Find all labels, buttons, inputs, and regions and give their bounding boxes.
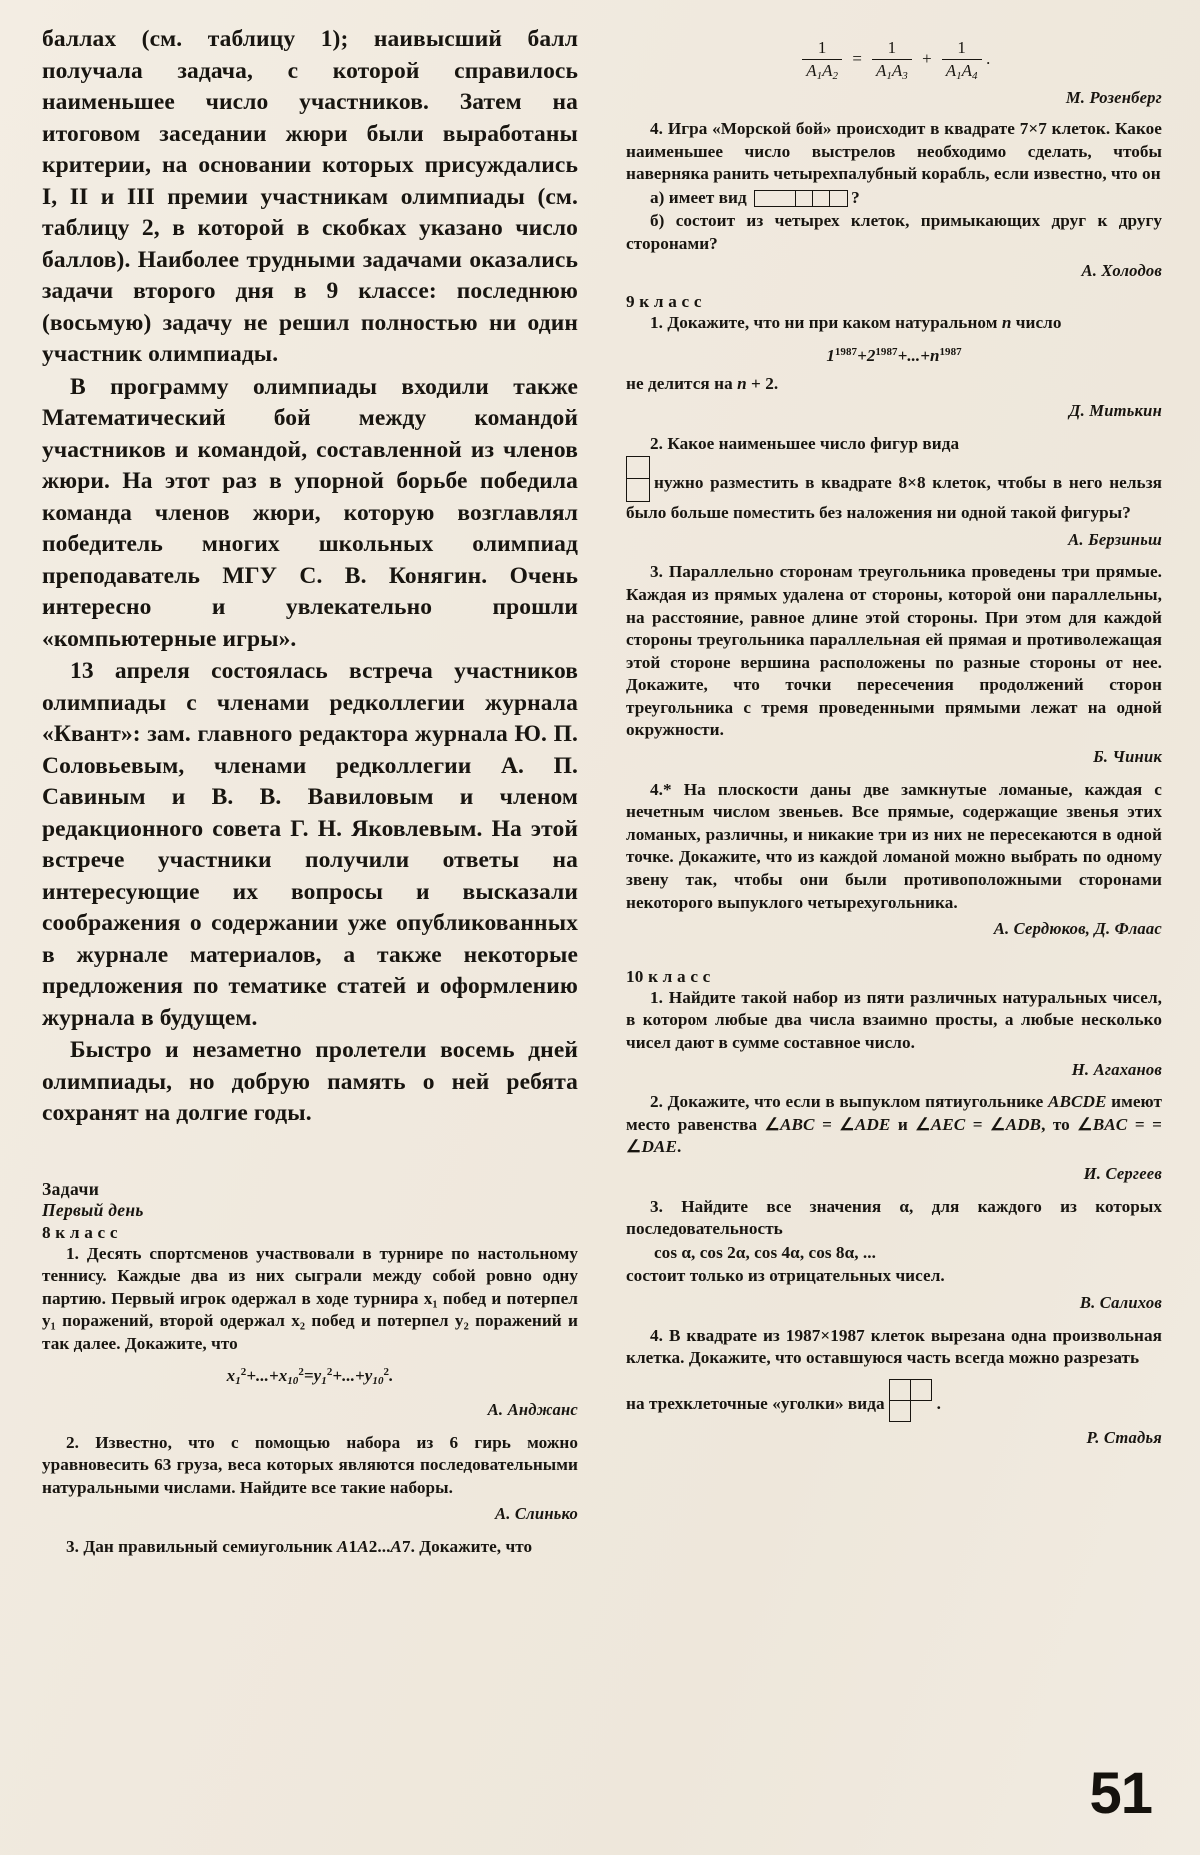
problem-1-author: А. Анджанс — [487, 1400, 578, 1420]
lead-paragraph-3: 13 апреля состоялась встреча участников олимпиады с членами редколлегии журнала «Квант»: зам. главного редактора журнала Ю. П. Соловьевым, членами редколлегии А. П. Савиным и В. В. Вавиловым и членом редакционного совета Г. Н. Яковлевым. На этой встрече участники получили ответы на интересующие их вопросы и высказали соображения о содержании уже опубликованных в журнале материалов, а также некоторые предложения по тематике статей и оформлению журнала в будущем. — [42, 658, 578, 1031]
g10-problem-2-text — [626, 1091, 1162, 1159]
lead-paragraph-2: В программу олимпиады входили также Математический бой между командой участников и командой, составленной из членов жюри. На этот раз в упорной борьбе победила команда членов жюри, которую возглавлял победитель многих школьных олимпиад преподаватель МГУ С. В. Конягин. Очень интересно и увлекательно прошли «компьютерные игры». — [42, 373, 578, 652]
g10-problem-3-author: В. Салихов — [1079, 1292, 1162, 1312]
g9-problem-2-text — [626, 433, 1162, 456]
g9-problem-3-number: 3. — [650, 562, 663, 582]
g10-problem-4-after-text: на трехклеточные «уголки» вида — [626, 1393, 885, 1413]
lead-paragraph-4: Быстро и незаметно пролетели восемь дней олимпиады, но добрую память о ней ребята сохранят на долгие годы. — [42, 1037, 578, 1126]
section-title: Задачи — [42, 1178, 100, 1199]
problem-4-part-a — [626, 187, 1162, 210]
g10-problem-1-body: Найдите такой набор из пяти различных натуральных чисел, в котором любые два числа взаимно просты, а любые несколько чисел дают в сумме составное число. — [626, 987, 1162, 1052]
g10-problem-2-body: Докажите, что если в выпуклом пятиугольнике ABCDE имеют место равенства ∠ABC = ∠ADE и ∠AEC = ∠ADB, то ∠BAC = = ∠DAE. — [626, 1092, 1162, 1157]
section-subtitle: Первый день — [42, 1199, 144, 1220]
g10-problem-3-after: состоит только из отрицательных чисел. — [626, 1266, 945, 1286]
top-formula: $\frac{1}{A_1A_2}$ = $\frac{1}{A_1A_3}$ + $\frac{1}{A_1A_4}$ . — [626, 38, 1162, 82]
g10-problem-4-number: 4. — [650, 1325, 663, 1345]
problem-1-text — [42, 1243, 578, 1356]
problem-1-number: 1. — [66, 1243, 79, 1263]
problem-4-number: 4. — [650, 119, 663, 138]
g9-problem-3-body: Параллельно сторонам треугольника проведены три прямые. Каждая из прямых удалена от стороны, которой они параллельны, на расстояние, равное длине этой стороны. При этом для каждой стороны треугольника параллельная ей прямая и противолежащая этой стороне вершина расположены по разные стороны от нее. Докажите, что точки пересечения продолжений сторон треугольника с тремя проведенными прямыми лежат на одной окружности. — [626, 562, 1162, 740]
g10-problem-4-body: В квадрате из 1987×1987 клеток вырезана одна произвольная клетка. Докажите, что оставшуюся часть всегда можно разрезать — [626, 1325, 1162, 1368]
grade-8-problem-4 — [626, 118, 1162, 282]
problem-4-text — [626, 118, 1162, 186]
g10-problem-1-text — [626, 987, 1162, 1055]
g10-problem-4-tail: . — [936, 1393, 941, 1413]
grade-10-problems — [626, 987, 1162, 1450]
grade-9-problems — [626, 312, 1162, 941]
g10-problem-4-author: Р. Стадья — [1086, 1427, 1162, 1447]
page-number: 51 — [1089, 1761, 1152, 1826]
problem-4-author: А. Холодов — [1081, 260, 1162, 280]
problem-2-number: 2. — [66, 1432, 79, 1452]
g9-problem-4-number: 4.* — [650, 779, 672, 799]
problem-4-part-b: б) состоит из четырех клеток, примыкающих друг к другу сторонами? — [626, 211, 1162, 253]
g9-problem-2-body: Какое наименьшее число фигур вида — [667, 433, 960, 453]
problem-3-text — [42, 1536, 578, 1559]
g9-problem-2-number: 2. — [650, 433, 663, 453]
grade-8-problems — [42, 1243, 578, 1559]
lead-text-block — [42, 24, 578, 1130]
part-a-label: а) имеет вид — [650, 187, 747, 207]
g10-problem-3-sequence: cos α, cos 2α, cos 4α, cos 8α, ... — [654, 1242, 876, 1262]
four-cell-ship-icon — [754, 190, 848, 207]
grade-10-label: 10 к л а с с — [626, 966, 711, 986]
g9-problem-4-author: А. Сердюков, Д. Флаас — [993, 919, 1162, 939]
g9-problem-2-author: А. Берзиньш — [1068, 529, 1162, 549]
left-column — [42, 24, 578, 1560]
g9-problem-1-body: Докажите, что ни при каком натуральном n число — [667, 313, 1062, 333]
problem-2-body: Известно, что с помощью набора из 6 гирь можно уравновесить 63 груза, веса которых являются последовательными натуральными числами. Найдите все такие наборы. — [42, 1432, 578, 1497]
two-column-layout — [42, 24, 1162, 1560]
g10-problem-2-author: И. Сергеев — [1083, 1163, 1162, 1183]
part-a-tail: ? — [851, 187, 860, 207]
g10-problem-1-number: 1. — [650, 987, 663, 1007]
g9-problem-4-body: На плоскости даны две замкнутые ломаные, каждая с нечетным числом звеньев. Все прямые, содержащие звенья этих ломаных, различны, и никакие три из них не пересекаются в одной точке. Докажите, что из каждой ломаной можно выбрать по одному звену так, чтобы они были противоположными сторонами некоторого выпуклого четырехугольника. — [626, 779, 1162, 912]
g9-problem-2-after — [626, 456, 1162, 525]
problem-3-body: Дан правильный семиугольник A1A2...A7. Докажите, что — [83, 1537, 533, 1557]
g9-problem-4-text — [626, 779, 1162, 915]
problem-1-formula: $x_1^2+...+x_{10}^2=y_1^2+...+y_{10}^2$. — [226, 1366, 394, 1388]
problem-3-number: 3. — [66, 1537, 79, 1557]
g9-problem-1-after: не делится на n + 2. — [626, 374, 779, 394]
g10-problem-4-after — [626, 1379, 1162, 1423]
right-column — [626, 24, 1162, 1560]
g10-problem-1-author: Н. Агаханов — [1071, 1059, 1162, 1079]
g10-problem-2-number: 2. — [650, 1092, 663, 1112]
g10-problem-3-formula — [626, 1242, 1162, 1265]
g9-problem-1-formula: $1^{1987}+2^{1987}+...+n^{1987}$ — [826, 345, 962, 365]
l-tromino-icon — [889, 1379, 933, 1423]
g9-problem-1-text — [626, 312, 1162, 335]
problem-2-text — [42, 1432, 578, 1500]
grade-8-label: 8 к л а с с — [42, 1222, 118, 1242]
g9-problem-1-number: 1. — [650, 313, 663, 333]
problem-1-body: Десять спортсменов участвовали в турнире по настольному теннису. Каждые два из них сыграли между собой ровно одну партию. Первый игрок одержал в ходе турнира x₁ побед и потерпел y₁ поражений, второй одержал x₂ побед и потерпел y₂ поражений и так далее. Докажите, что — [42, 1243, 578, 1353]
g10-problem-3-body: Найдите все значения α, для каждого из которых последовательность — [626, 1196, 1162, 1239]
g9-problem-3-text — [626, 561, 1162, 742]
g9-problem-2-after-text: нужно разместить в квадрате 8×8 клеток, чтобы в него нельзя было больше поместить без наложения ни одной такой фигуры? — [626, 473, 1162, 523]
top-formula-author: М. Розенберг — [1065, 88, 1162, 107]
g10-problem-3-text — [626, 1196, 1162, 1241]
problem-4-body: Игра «Морской бой» происходит в квадрате 7×7 клеток. Какое наименьшее число выстрелов необходимо сделать, чтобы наверняка ранить четырехпалубный корабль, если известно, что он — [626, 119, 1162, 184]
g9-problem-1-author: Д. Митькин — [1069, 400, 1162, 420]
g10-problem-4-text — [626, 1325, 1162, 1370]
grade-9-label: 9 к л а с с — [626, 292, 702, 312]
vertical-domino-icon — [626, 456, 650, 502]
g10-problem-3-number: 3. — [650, 1196, 663, 1216]
problem-2-author: А. Слинько — [494, 1504, 578, 1524]
g9-problem-3-author: Б. Чиник — [1093, 747, 1162, 767]
lead-paragraph-1: баллах (см. таблицу 1); наивысший балл получала задача, с которой справилось наименьшее число участников. Затем на итоговом заседании жюри были выработаны критерии, на основании которых присуждались I, II и III премии участникам олимпиады (см. таблицу 2, в которой в скобках указано число баллов). Наиболее трудными задачами оказались задачи второго дня в 9 классе: последнюю (восьмую) задачу не решил полностью ни один участник олимпиады. — [42, 26, 578, 367]
